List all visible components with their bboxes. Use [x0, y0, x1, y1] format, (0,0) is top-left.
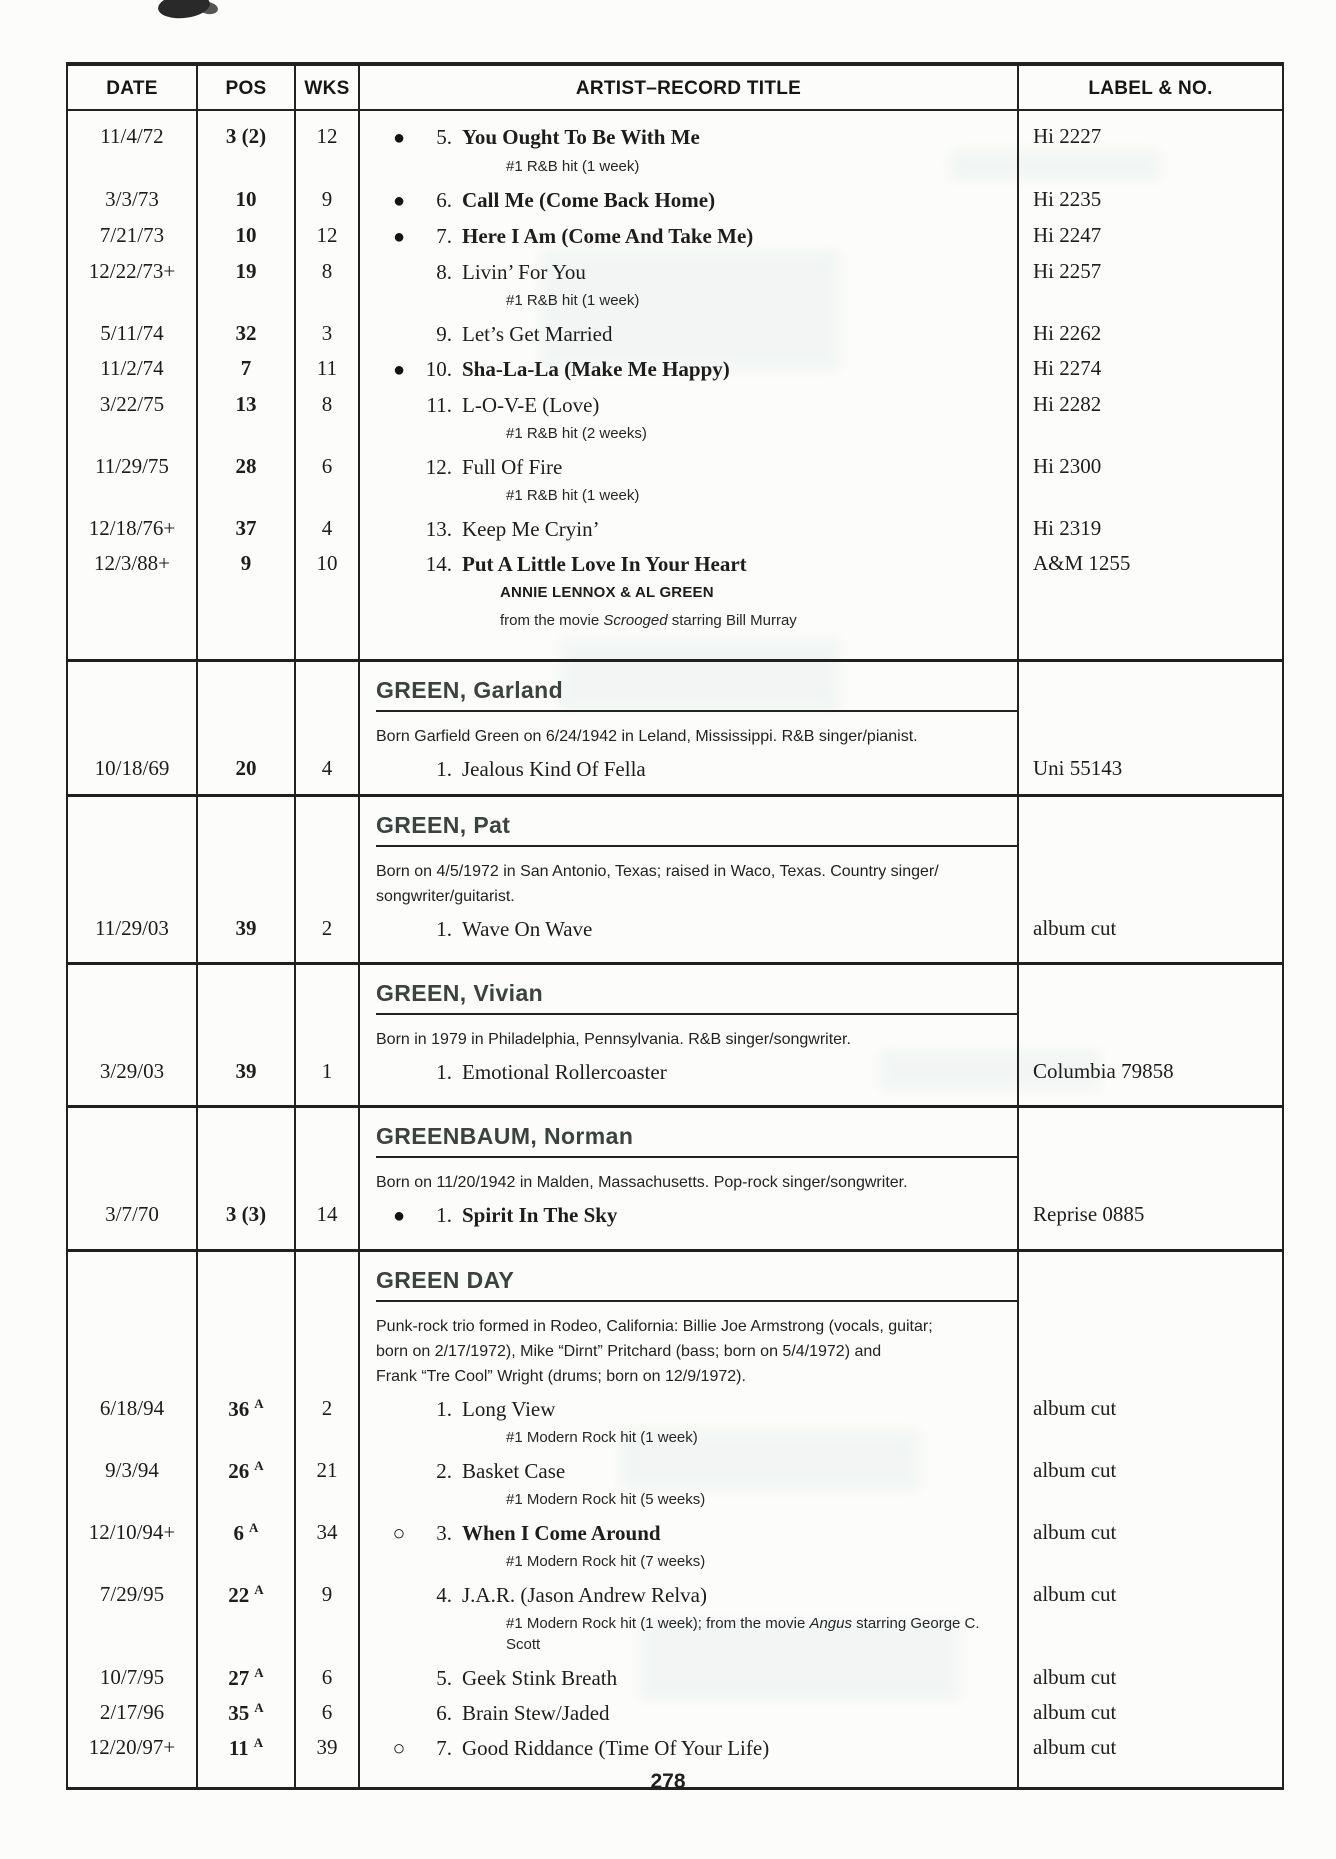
gold-record-icon: ● — [392, 190, 406, 212]
artist-bio: Frank “Tre Cool” Wright (drums; born on 12/9/1972). — [376, 1368, 746, 1385]
weeks-cell: 21 — [295, 1453, 359, 1515]
label-cell: album cut — [1018, 1730, 1283, 1789]
weeks-cell: 4 — [295, 751, 359, 796]
movie-note-text: starring Bill Murray — [667, 612, 797, 629]
label-cell: album cut — [1018, 911, 1283, 964]
title-cell — [359, 110, 1018, 182]
empty-cell — [1018, 661, 1283, 717]
record-title: Jealous Kind Of Fella — [462, 757, 646, 781]
artist-bio: born on 2/17/1972), Mike “Dirnt” Pritchard (bass; born on 5/4/1972) and — [376, 1343, 882, 1360]
title-cell — [359, 911, 1018, 964]
date-cell: 11/2/74 — [100, 356, 164, 380]
date-cell: 11/4/72 — [100, 124, 164, 148]
label-cell: Hi 2247 — [1018, 218, 1283, 254]
col-header-date: DATE — [67, 64, 197, 110]
empty-cell — [197, 851, 295, 911]
empty-cell — [197, 1107, 295, 1163]
hit-note: #1 Modern Rock hit (7 weeks) — [506, 1553, 706, 1570]
platinum-record-icon: ○ — [392, 1736, 406, 1760]
column-header-row — [67, 64, 1283, 110]
title-cell — [359, 1197, 1018, 1251]
peak-position: 26 — [228, 1459, 250, 1483]
record-title: Put A Little Love In Your Heart — [462, 552, 747, 576]
record-title: Full Of Fire — [462, 455, 563, 479]
label-cell: Hi 2227 — [1018, 110, 1283, 182]
track-number: 8. — [436, 260, 452, 284]
record-title: You Ought To Be With Me — [462, 125, 700, 149]
weeks-cell: 6 — [295, 1660, 359, 1695]
track-number: 5. — [436, 125, 452, 149]
empty-cell — [197, 1306, 295, 1391]
empty-cell — [67, 1162, 197, 1197]
date-cell: 11/29/03 — [95, 916, 169, 940]
artist-bio-row — [67, 1306, 1283, 1391]
label-cell: album cut — [1018, 1391, 1283, 1453]
date-cell: 12/18/76+ — [88, 516, 176, 540]
empty-cell — [197, 1162, 295, 1197]
title-cell — [359, 546, 1018, 661]
date-cell: 3/22/75 — [99, 392, 165, 416]
empty-cell — [295, 716, 359, 751]
weeks-cell: 6 — [295, 1695, 359, 1730]
artist-section-header-row — [67, 796, 1283, 852]
empty-cell — [1018, 1306, 1283, 1391]
hit-note-text: #1 Modern Rock hit (1 week); from the movie — [506, 1615, 810, 1632]
title-cell — [359, 511, 1018, 546]
peak-position-cell: 3 (3) — [197, 1197, 295, 1251]
record-title: Spirit In The Sky — [462, 1203, 618, 1227]
peak-position-cell: 32 — [197, 316, 295, 351]
chart-entry-row — [67, 387, 1283, 449]
label-cell: Hi 2282 — [1018, 387, 1283, 449]
empty-cell — [67, 1251, 197, 1307]
label-cell: Hi 2257 — [1018, 254, 1283, 316]
artist-section-header-row — [67, 661, 1283, 717]
peak-position-cell: 20 — [197, 751, 295, 796]
record-title: Here I Am (Come And Take Me) — [462, 224, 754, 248]
peak-position-cell: 7 — [197, 351, 295, 387]
peak-position: 35 — [228, 1701, 250, 1725]
artist-name: GREENBAUM, Norman — [376, 1123, 634, 1149]
airplay-superscript: A — [254, 1396, 264, 1411]
empty-cell — [67, 851, 197, 911]
col-header-pos: POS — [197, 64, 295, 110]
peak-position-cell: 39 — [197, 1054, 295, 1107]
artist-name: GREEN, Garland — [376, 677, 564, 703]
peak-position-cell — [197, 1453, 295, 1515]
track-number: 1. — [436, 1060, 452, 1084]
chart-entry-row — [67, 546, 1283, 661]
artist-name: GREEN, Pat — [376, 812, 511, 838]
peak-position-cell — [197, 1577, 295, 1660]
title-cell — [359, 254, 1018, 316]
title-cell — [359, 387, 1018, 449]
title-cell — [359, 1660, 1018, 1695]
empty-cell — [67, 716, 197, 751]
track-number: 12. — [425, 455, 452, 479]
peak-position-cell: 39 — [197, 911, 295, 964]
date-cell: 12/10/94+ — [88, 1520, 176, 1544]
peak-position-cell — [197, 1391, 295, 1453]
record-title: Geek Stink Breath — [462, 1666, 618, 1690]
weeks-cell: 2 — [295, 911, 359, 964]
record-title: Brain Stew/Jaded — [462, 1701, 610, 1725]
chart-entry-row — [67, 182, 1283, 218]
empty-cell — [295, 661, 359, 717]
title-cell — [359, 1515, 1018, 1577]
chart-entry-row — [67, 1577, 1283, 1660]
chart-entry-row — [67, 449, 1283, 511]
chart-entry-row — [67, 1054, 1283, 1107]
weeks-cell: 11 — [295, 351, 359, 387]
empty-cell — [197, 1019, 295, 1054]
label-cell: album cut — [1018, 1695, 1283, 1730]
artist-bio: Born Garfield Green on 6/24/1942 in Leland, Mississippi. R&B singer/pianist. — [376, 728, 918, 745]
gold-record-icon: ● — [392, 226, 406, 248]
peak-position-cell — [197, 1695, 295, 1730]
peak-position-cell: 37 — [197, 511, 295, 546]
track-number: 4. — [436, 1583, 452, 1607]
track-number: 14. — [425, 552, 452, 576]
empty-cell — [1018, 851, 1283, 911]
date-cell: 12/22/73+ — [88, 259, 176, 283]
label-cell: Uni 55143 — [1018, 751, 1283, 796]
hit-note: #1 Modern Rock hit (5 weeks) — [506, 1491, 706, 1508]
peak-position-cell — [197, 1515, 295, 1577]
chart-entry-row — [67, 1515, 1283, 1577]
weeks-cell: 39 — [295, 1730, 359, 1789]
title-cell — [359, 449, 1018, 511]
empty-cell — [197, 796, 295, 852]
title-cell — [359, 182, 1018, 218]
artist-bio-row — [67, 1019, 1283, 1054]
label-cell: Hi 2300 — [1018, 449, 1283, 511]
track-number: 2. — [436, 1459, 452, 1483]
track-number: 10. — [425, 357, 452, 381]
movie-note-text: from the movie — [500, 612, 604, 629]
peak-position: 6 — [233, 1521, 245, 1545]
peak-position: 22 — [228, 1583, 250, 1607]
airplay-superscript: A — [253, 1735, 264, 1750]
artist-section-header-row — [67, 964, 1283, 1020]
record-title: J.A.R. (Jason Andrew Relva) — [462, 1583, 707, 1607]
page-number: 278 — [650, 1770, 686, 1793]
track-number: 1. — [436, 1397, 452, 1421]
empty-cell — [197, 1251, 295, 1307]
weeks-cell: 14 — [295, 1197, 359, 1251]
record-title: Basket Case — [462, 1459, 566, 1483]
date-cell: 6/18/94 — [99, 1396, 165, 1420]
artist-header-cell — [359, 1251, 1018, 1307]
airplay-superscript: A — [254, 1665, 264, 1680]
title-cell — [359, 1054, 1018, 1107]
platinum-record-icon: ○ — [392, 1521, 406, 1545]
empty-cell — [197, 716, 295, 751]
date-cell: 2/17/96 — [99, 1700, 165, 1724]
track-number: 6. — [436, 1701, 452, 1725]
movie-title: Scrooged — [603, 612, 668, 629]
empty-cell — [295, 796, 359, 852]
track-number: 11. — [426, 393, 452, 417]
track-number: 13. — [425, 517, 452, 541]
chart-entry-row — [67, 1391, 1283, 1453]
empty-cell — [197, 964, 295, 1020]
artist-header-cell — [359, 1107, 1018, 1163]
empty-cell — [67, 964, 197, 1020]
empty-cell — [67, 661, 197, 717]
label-cell: Hi 2274 — [1018, 351, 1283, 387]
weeks-cell: 34 — [295, 1515, 359, 1577]
gold-record-icon: ● — [392, 127, 406, 149]
empty-cell — [295, 1019, 359, 1054]
chart-entry-row — [67, 110, 1283, 182]
record-title: Wave On Wave — [462, 917, 593, 941]
peak-position-cell: 10 — [197, 182, 295, 218]
label-cell: Hi 2235 — [1018, 182, 1283, 218]
artist-bio: Born in 1979 in Philadelphia, Pennsylvania. R&B singer/songwriter. — [376, 1031, 851, 1048]
artist-name: GREEN, Vivian — [376, 980, 544, 1006]
weeks-cell: 6 — [295, 449, 359, 511]
chart-entry-row — [67, 316, 1283, 351]
record-title: When I Come Around — [462, 1521, 661, 1545]
empty-cell — [295, 851, 359, 911]
chart-entry-row — [67, 751, 1283, 796]
artist-bio-cell — [359, 851, 1018, 911]
chart-entry-row — [67, 1695, 1283, 1730]
empty-cell — [67, 1107, 197, 1163]
label-cell: A&M 1255 — [1018, 546, 1283, 661]
artist-bio: Born on 4/5/1972 in San Antonio, Texas; raised in Waco, Texas. Country singer/ — [376, 863, 939, 880]
hit-note: #1 R&B hit (1 week) — [506, 158, 640, 175]
chart-entry-row — [67, 1197, 1283, 1251]
peak-position: 11 — [228, 1736, 249, 1760]
track-number: 7. — [436, 224, 452, 248]
empty-cell — [1018, 1162, 1283, 1197]
artist-header-cell — [359, 964, 1018, 1020]
record-title: Livin’ For You — [462, 260, 586, 284]
airplay-superscript: A — [254, 1582, 264, 1597]
track-number: 3. — [436, 1521, 452, 1545]
empty-cell — [295, 1251, 359, 1307]
artist-bio-cell — [359, 1306, 1018, 1391]
empty-cell — [67, 1306, 197, 1391]
title-cell — [359, 351, 1018, 387]
artist-section-header-row — [67, 1251, 1283, 1307]
title-cell — [359, 1695, 1018, 1730]
weeks-cell: 2 — [295, 1391, 359, 1453]
artist-header-cell — [359, 796, 1018, 852]
hit-note: #1 R&B hit (1 week) — [506, 292, 640, 309]
peak-position-cell: 3 (2) — [197, 110, 295, 182]
title-cell — [359, 1453, 1018, 1515]
empty-cell — [1018, 964, 1283, 1020]
weeks-cell: 9 — [295, 1577, 359, 1660]
empty-cell — [295, 1107, 359, 1163]
peak-position: 36 — [228, 1397, 250, 1421]
track-number: 1. — [436, 917, 452, 941]
weeks-cell: 9 — [295, 182, 359, 218]
peak-position-cell: 10 — [197, 218, 295, 254]
empty-cell — [1018, 1107, 1283, 1163]
empty-cell — [295, 1306, 359, 1391]
artist-header-cell — [359, 661, 1018, 717]
col-header-artist-title: ARTIST–RECORD TITLE — [359, 64, 1018, 110]
artist-bio: Born on 11/20/1942 in Malden, Massachusetts. Pop-rock singer/songwriter. — [376, 1174, 908, 1191]
airplay-superscript: A — [254, 1700, 264, 1715]
title-cell — [359, 218, 1018, 254]
chart-table — [66, 62, 1284, 1790]
chart-entry-row — [67, 351, 1283, 387]
chart-entry-row — [67, 218, 1283, 254]
col-header-wks: WKS — [295, 64, 359, 110]
col-header-label: LABEL & NO. — [1018, 64, 1283, 110]
artist-bio-row — [67, 851, 1283, 911]
record-title: Long View — [462, 1397, 556, 1421]
weeks-cell: 1 — [295, 1054, 359, 1107]
track-number: 6. — [436, 188, 452, 212]
chart-entry-row — [67, 511, 1283, 546]
record-title: Let’s Get Married — [462, 322, 613, 346]
empty-cell — [197, 661, 295, 717]
label-cell: Columbia 79858 — [1018, 1054, 1283, 1107]
artist-bio-cell — [359, 1162, 1018, 1197]
empty-cell — [1018, 1251, 1283, 1307]
date-cell: 7/21/73 — [99, 223, 165, 247]
track-number: 5. — [436, 1666, 452, 1690]
movie-title: Angus — [809, 1615, 852, 1632]
peak-position-cell: 28 — [197, 449, 295, 511]
record-title: Keep Me Cryin’ — [462, 517, 600, 541]
artist-bio-row — [67, 1162, 1283, 1197]
empty-cell — [67, 796, 197, 852]
peak-position-cell: 13 — [197, 387, 295, 449]
peak-position-cell: 9 — [197, 546, 295, 661]
gold-record-icon: ● — [392, 359, 406, 381]
hit-note: #1 R&B hit (1 week) — [506, 487, 640, 504]
date-cell: 9/3/94 — [105, 1458, 159, 1482]
label-cell: album cut — [1018, 1577, 1283, 1660]
empty-cell — [1018, 1019, 1283, 1054]
artist-section-header-row — [67, 1107, 1283, 1163]
record-title: L-O-V-E (Love) — [462, 393, 600, 417]
weeks-cell: 8 — [295, 387, 359, 449]
date-cell: 12/20/97+ — [88, 1735, 176, 1759]
weeks-cell: 12 — [295, 218, 359, 254]
artist-bio-cell — [359, 716, 1018, 751]
empty-cell — [1018, 716, 1283, 751]
artist-name: GREEN DAY — [376, 1267, 515, 1293]
title-cell — [359, 1391, 1018, 1453]
artist-bio: Punk-rock trio formed in Rodeo, California: Billie Joe Armstrong (vocals, guitar; — [376, 1318, 933, 1335]
artist-bio: songwriter/guitarist. — [376, 888, 515, 905]
record-title: Sha-La-La (Make Me Happy) — [462, 357, 730, 381]
peak-position-cell: 19 — [197, 254, 295, 316]
label-cell: album cut — [1018, 1515, 1283, 1577]
weeks-cell: 10 — [295, 546, 359, 661]
hit-note: #1 R&B hit (2 weeks) — [506, 425, 647, 442]
empty-cell — [1018, 796, 1283, 852]
date-cell: 7/29/95 — [99, 1582, 165, 1606]
movie-note — [500, 611, 1007, 631]
artist-bio-row — [67, 716, 1283, 751]
weeks-cell: 8 — [295, 254, 359, 316]
hit-note — [506, 1613, 986, 1655]
hit-note-text: starring George C. Scott — [506, 1615, 980, 1653]
track-number: 7. — [436, 1736, 452, 1760]
hit-note: #1 Modern Rock hit (1 week) — [506, 1429, 698, 1446]
title-cell — [359, 316, 1018, 351]
record-title: Good Riddance (Time Of Your Life) — [462, 1736, 770, 1760]
chart-entry-row — [67, 1660, 1283, 1695]
record-title: Emotional Rollercoaster — [462, 1060, 667, 1084]
title-cell — [359, 751, 1018, 796]
title-cell — [359, 1577, 1018, 1660]
gold-record-icon: ● — [392, 1205, 406, 1227]
label-cell: album cut — [1018, 1660, 1283, 1695]
peak-position: 27 — [228, 1666, 250, 1690]
track-number: 1. — [436, 1203, 452, 1227]
peak-position-cell — [197, 1660, 295, 1695]
date-cell: 11/29/75 — [95, 454, 169, 478]
airplay-superscript: A — [249, 1520, 259, 1535]
artist-bio-cell — [359, 1019, 1018, 1054]
airplay-superscript: A — [254, 1458, 264, 1473]
weeks-cell: 3 — [295, 316, 359, 351]
date-cell: 3/7/70 — [105, 1202, 159, 1226]
date-cell: 5/11/74 — [100, 321, 164, 345]
date-cell: 10/7/95 — [99, 1665, 165, 1689]
artist-credit: ANNIE LENNOX & AL GREEN — [500, 584, 714, 601]
date-cell: 10/18/69 — [94, 756, 170, 780]
empty-cell — [67, 1019, 197, 1054]
label-cell: album cut — [1018, 1453, 1283, 1515]
weeks-cell: 12 — [295, 110, 359, 182]
track-number: 1. — [436, 757, 452, 781]
chart-entry-row — [67, 911, 1283, 964]
label-cell: Hi 2262 — [1018, 316, 1283, 351]
chart-entry-row — [67, 1453, 1283, 1515]
date-cell: 12/3/88+ — [93, 551, 170, 575]
date-cell: 3/3/73 — [105, 187, 159, 211]
empty-cell — [295, 964, 359, 1020]
date-cell: 3/29/03 — [99, 1059, 165, 1083]
weeks-cell: 4 — [295, 511, 359, 546]
label-cell: Reprise 0885 — [1018, 1197, 1283, 1251]
track-number: 9. — [436, 322, 452, 346]
label-cell: Hi 2319 — [1018, 511, 1283, 546]
chart-entry-row — [67, 254, 1283, 316]
record-title: Call Me (Come Back Home) — [462, 188, 716, 212]
empty-cell — [295, 1162, 359, 1197]
